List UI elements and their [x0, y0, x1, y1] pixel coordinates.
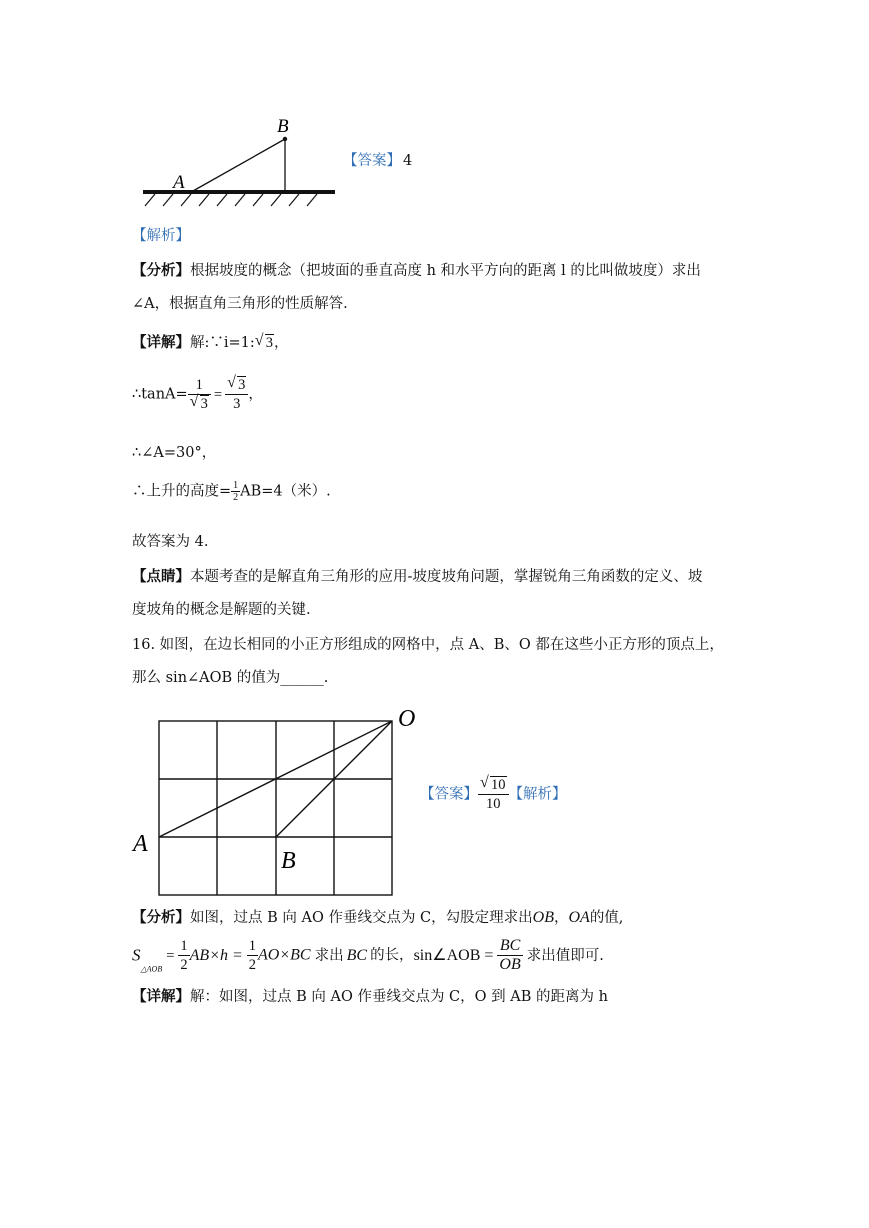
bc: BC: [346, 946, 368, 964]
label-a2: A: [133, 831, 148, 857]
xiangjie2-text: 解：如图，过点 B 向 AO 作垂线交点为 C，O 到 AB 的距离为 h: [190, 989, 608, 1005]
answer-2: [420, 776, 567, 813]
fenxi2-line2: [132, 937, 604, 980]
grid-figure: [130, 700, 430, 898]
xiangjie-line3: ∴∠A=30°，: [132, 445, 217, 461]
answer-label: 【答案】: [343, 153, 401, 169]
slope-figure: [135, 108, 345, 208]
xiangjie-line2: [132, 376, 263, 413]
fenxi2-post: 的值,: [589, 910, 624, 926]
fenxi2-line1: [132, 908, 623, 928]
answer-1: [343, 151, 412, 171]
xiangjie-tag: 【详解】: [132, 334, 190, 351]
dianjing-text-1: 本题考查的是解直角三角形的应用-坡度坡角问题，掌握锐角三角函数的定义、坡: [190, 569, 703, 585]
label-b: B: [277, 116, 289, 137]
xiangjie-line1: [132, 333, 289, 353]
dianjing-line1: [132, 567, 702, 587]
tan-label: ∴tanA=: [132, 386, 188, 403]
xiangjie2-line: [132, 987, 608, 1007]
guda: 故答案为 4.: [132, 534, 209, 550]
label-b2: B: [281, 848, 296, 874]
ao-bc: AO×BC: [258, 946, 311, 964]
frac-sqrt3-3: √ 3 3: [225, 376, 248, 413]
dianjing-line2: 度坡角的概念是解题的关键.: [132, 602, 311, 618]
comma-2: ，: [248, 386, 263, 403]
comma: ，: [274, 335, 289, 351]
q16-line2: 那么 sin∠AOB 的值为______.: [132, 670, 329, 686]
frac-1-sqrt3: 1 √ 3: [188, 376, 211, 413]
frac-bc-ob: $\frac{BC}{OB}$: [499, 937, 521, 973]
frac-half-2: $\frac{1}{2}$: [248, 938, 257, 973]
answer-value: 4: [403, 153, 413, 169]
ab-h: AB×h =: [189, 946, 243, 964]
xiangjie-l1: 解:∵i=1:: [190, 335, 255, 351]
mid-text2: 的长，: [370, 947, 414, 964]
height-label: ∴上升的高度=: [132, 483, 232, 500]
analysis-tag: 【解析】: [132, 228, 190, 244]
s-sub: △AOB: [140, 964, 163, 974]
xiangjie-line4: [132, 480, 331, 503]
q16-line1: 16. 如图，在边长相同的小正方形组成的网格中，点 A、B、O 都在这些小正方形的顶点上，: [132, 637, 724, 653]
fenxi-tag: 【分析】: [132, 262, 190, 279]
eq1: =: [166, 947, 175, 964]
fenxi-text-1: 根据坡度的概念（把坡面的垂直高度 h 和水平方向的距离 l 的比叫做坡度）求出: [190, 263, 701, 279]
mid-text: 求出: [314, 947, 344, 964]
frac-half: $\frac{1}{2}$: [233, 480, 239, 503]
fenxi2-text: 如图，过点 B 向 AO 作垂线交点为 C，勾股定理求出: [190, 910, 533, 926]
height-value: AB=4（米）.: [240, 483, 331, 500]
label-a: A: [173, 172, 185, 193]
answer2-jiexi: 【解析】: [508, 786, 567, 803]
frac-half-1: $\frac{1}{2}$: [180, 938, 188, 973]
ob: OB: [532, 909, 554, 926]
fenxi-line1: [132, 261, 701, 281]
answer2-label: 【答案】: [420, 786, 478, 803]
dianjing-tag: 【点睛】: [132, 568, 190, 585]
equals: =: [213, 386, 223, 403]
end-text: 求出值即可.: [526, 947, 604, 964]
sin-aob: sin∠AOB =: [413, 946, 494, 964]
xiangjie2-tag: 【详解】: [132, 988, 190, 1005]
fenxi-line2: ∠A，根据直角三角形的性质解答.: [132, 296, 348, 312]
s-symbol: S: [132, 945, 141, 965]
sep: ，: [553, 910, 569, 926]
fenxi2-tag: 【分析】: [132, 909, 190, 926]
sqrt-3: √ 3: [254, 332, 274, 351]
oa: OA: [568, 909, 590, 926]
label-o: O: [398, 706, 416, 732]
frac-sqrt10-10: √ 10 10: [478, 776, 509, 813]
